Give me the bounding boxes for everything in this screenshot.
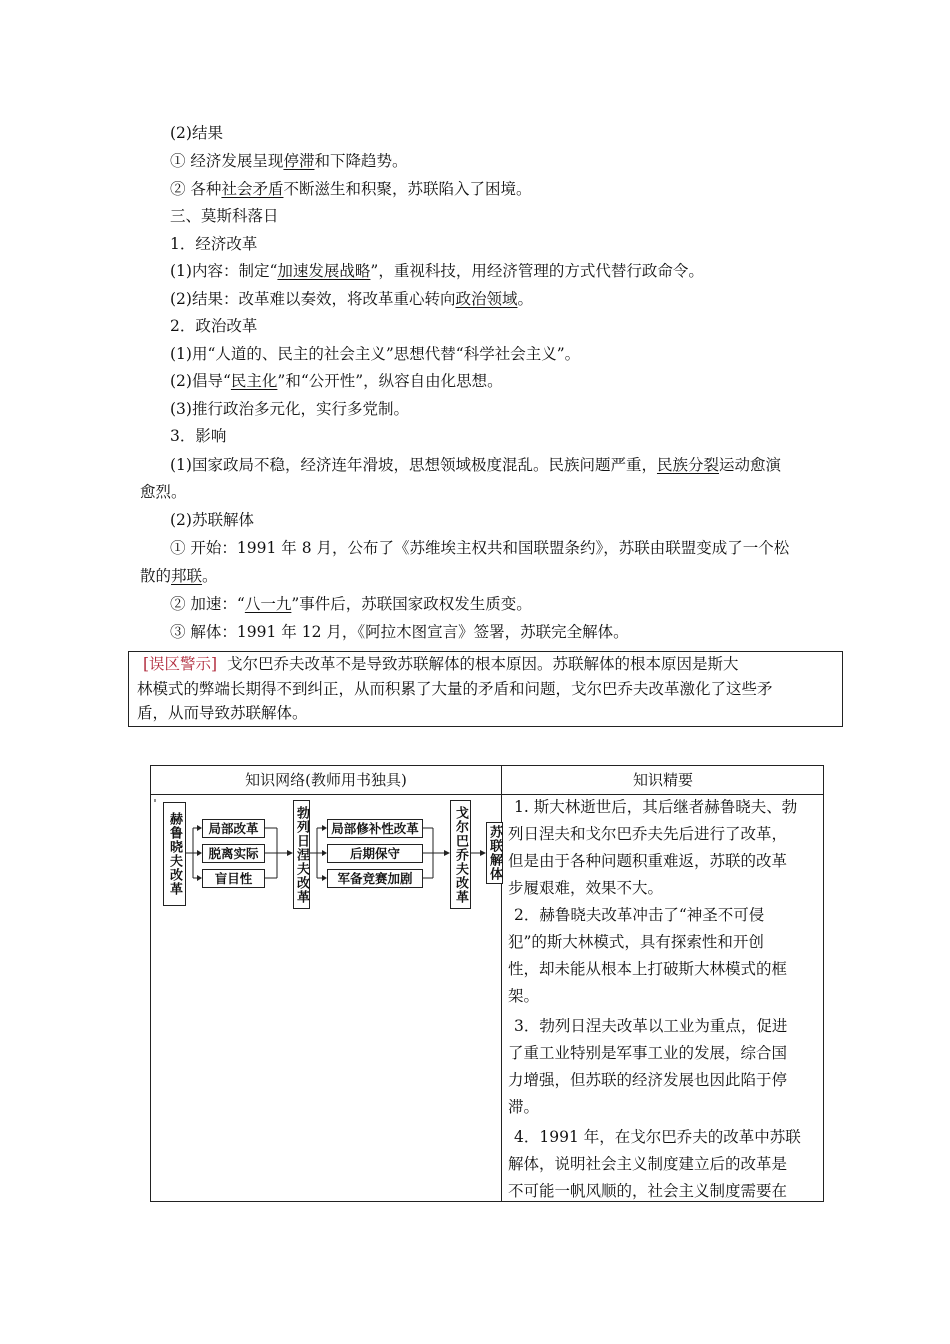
text-line xyxy=(170,538,789,558)
text-segment: 愈烈。 xyxy=(140,483,187,501)
text-line xyxy=(170,455,781,475)
text-segment: (2)苏联解体 xyxy=(170,511,254,529)
essentials-line: 列日涅夫和戈尔巴乔夫先后进行了改革， xyxy=(508,825,788,843)
essentials-line: 解体，说明社会主义制度建立后的改革是 xyxy=(508,1155,788,1173)
text-segment: ② 加速：“ xyxy=(170,595,245,613)
essentials-line: 3．勃列日涅夫改革以工业为重点，促进 xyxy=(514,1017,788,1035)
underlined-keyword: 停滞 xyxy=(283,152,315,170)
essentials-line: 不可能一帆风顺的，社会主义制度需要在 xyxy=(508,1182,788,1200)
text-segment: ① 开始：1991 年 8 月，公布了《苏维埃主权共和国联盟条约》，苏联由联盟变成了一个松 xyxy=(170,539,790,557)
item-local-reform: 局部改革 xyxy=(202,819,265,838)
warning-text: 戈尔巴乔夫改革不是导致苏联解体的根本原因。苏联解体的根本原因是斯大 xyxy=(217,655,739,673)
text-line xyxy=(170,151,407,171)
section-heading xyxy=(170,206,279,226)
text-line xyxy=(170,371,503,391)
text-line xyxy=(170,344,580,364)
item-arms-race: 军备竞赛加剧 xyxy=(327,869,423,888)
node-gorbachev-reform: 戈尔巴乔夫改革 xyxy=(450,800,471,909)
text-segment: 3．影响 xyxy=(170,427,227,445)
text-line xyxy=(170,399,409,419)
item-unrealistic: 脱离实际 xyxy=(202,844,265,863)
node-khrushchev-reform: 赫鲁晓夫改革 xyxy=(163,802,186,906)
text-line xyxy=(170,510,254,530)
knowledge-table xyxy=(150,765,824,1202)
text-segment: ”，重视科技，用经济管理的方式代替行政命令。 xyxy=(370,262,704,280)
subsection-heading xyxy=(170,316,257,336)
text-segment: 。 xyxy=(517,290,533,308)
text-segment: ② 各种 xyxy=(170,180,222,198)
essentials-line: 2．赫鲁晓夫改革冲击了“神圣不可侵 xyxy=(514,906,765,924)
text-line xyxy=(170,289,533,309)
text-segment: 运动愈演 xyxy=(718,456,781,474)
text-segment: 不断滋生和积聚，苏联陷入了困境。 xyxy=(283,180,532,198)
text-segment: (1)内容：制定“ xyxy=(170,262,278,280)
item-blindness: 盲目性 xyxy=(202,869,265,888)
knowledge-network-header: 知识网络(教师用书独具) xyxy=(245,771,407,789)
text-segment: (1)用“人道的、民主的社会主义”思想代替“科学社会主义”。 xyxy=(170,345,581,363)
underlined-keyword: 政治领域 xyxy=(455,290,518,308)
text-segment: ”事件后，苏联国家政权发生质变。 xyxy=(291,595,532,613)
essentials-line: 犯”的斯大林模式，具有探索性和开创 xyxy=(508,933,764,951)
text-line xyxy=(170,622,629,642)
essentials-line: 步履艰难，效果不大。 xyxy=(508,879,664,897)
subsection-heading xyxy=(170,426,226,446)
text-segment: (2)结果 xyxy=(170,124,223,142)
text-line xyxy=(170,261,704,281)
knowledge-essentials-header: 知识精要 xyxy=(632,771,693,789)
text-line xyxy=(170,594,532,614)
text-line xyxy=(140,566,218,586)
warning-tag: [误区警示] xyxy=(143,655,218,673)
text-segment: 和下降趋势。 xyxy=(314,152,408,170)
subsection-heading xyxy=(170,234,257,254)
text-line xyxy=(170,179,531,199)
node-brezhnev-reform: 勃列日涅夫改革 xyxy=(293,800,310,909)
text-segment: (3)推行政治多元化，实行多党制。 xyxy=(170,400,409,418)
text-segment: ③ 解体：1991 年 12 月，《阿拉木图宣言》签署，苏联完全解体。 xyxy=(170,623,629,641)
essentials-line: 了重工业特别是军事工业的发展，综合国 xyxy=(508,1044,788,1062)
warning-line xyxy=(143,654,738,674)
underlined-keyword: 八一九 xyxy=(244,595,292,613)
essentials-line: 性，却未能从根本上打破斯大林模式的框 xyxy=(508,960,788,978)
underlined-keyword: 民主化 xyxy=(230,372,278,390)
node-soviet-dissolution: 苏联解体 xyxy=(486,822,503,884)
text-segment: 散的 xyxy=(140,567,172,585)
essentials-line: 4．1991 年，在戈尔巴乔夫的改革中苏联 xyxy=(514,1128,801,1146)
text-segment: 1．经济改革 xyxy=(170,235,258,253)
warning-line: 盾，从而导致苏联解体。 xyxy=(137,704,308,722)
text-segment: 。 xyxy=(202,567,218,585)
warning-line: 林模式的弊端长期得不到纠正，从而积累了大量的矛盾和问题，戈尔巴乔夫改革激化了这些矛 xyxy=(137,680,773,698)
text-segment: ”和“公开性”，纵容自由化思想。 xyxy=(277,372,503,390)
item-patch-reform: 局部修补性改革 xyxy=(327,819,423,838)
underlined-keyword: 社会矛盾 xyxy=(221,180,284,198)
underlined-keyword: 加速发展战略 xyxy=(277,262,371,280)
essentials-line: 力增强，但苏联的经济发展也因此陷于停 xyxy=(508,1071,788,1089)
misconception-warning-box xyxy=(128,651,843,727)
essentials-line: 架。 xyxy=(508,987,540,1005)
text-segment: (1)国家政局不稳，经济连年滑坡，思想领域极度混乱。民族问题严重， xyxy=(170,456,657,474)
essentials-line: 滞。 xyxy=(508,1098,540,1116)
text-segment: 三、莫斯科落日 xyxy=(170,207,279,225)
text-segment: 2．政治改革 xyxy=(170,317,258,335)
text-segment: ① 经济发展呈现 xyxy=(170,152,284,170)
underlined-keyword: 邦联 xyxy=(171,567,203,585)
text-segment: (2)倡导“ xyxy=(170,372,231,390)
underlined-keyword: 民族分裂 xyxy=(656,456,719,474)
text-line xyxy=(170,123,223,143)
essentials-line: 1. 斯大林逝世后，其后继者赫鲁晓夫、勃 xyxy=(514,798,798,816)
essentials-line: 但是由于各种问题积重难返，苏联的改革 xyxy=(508,852,788,870)
item-conservative: 后期保守 xyxy=(327,844,423,863)
text-segment: (2)结果：改革难以奏效，将改革重心转向 xyxy=(170,290,456,308)
text-line xyxy=(140,482,187,502)
